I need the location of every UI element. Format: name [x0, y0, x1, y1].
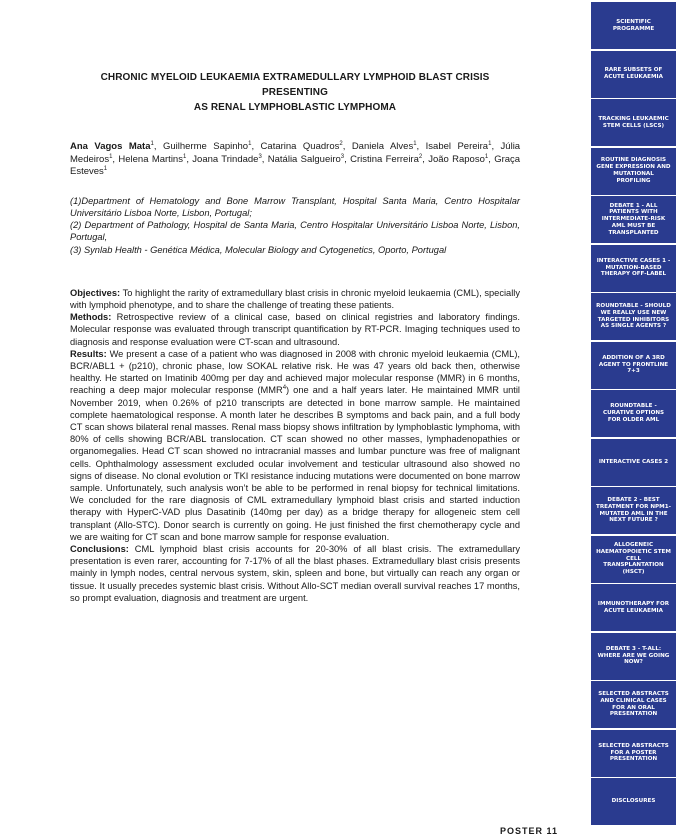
sidebar-item-9[interactable]: ROUNDTABLE - CURATIVE OPTIONS FOR OLDER AML: [591, 390, 676, 437]
sidebar-item-15[interactable]: SELECTED ABSTRACTS AND CLINICAL CASES FOR AN ORAL PRESENTATION: [591, 681, 676, 728]
author-affiliation-number: 1: [109, 153, 113, 160]
abstract-body: [70, 287, 520, 604]
sidebar-nav: [591, 0, 676, 832]
author: [428, 154, 488, 165]
author-affiliation-number: 1: [182, 153, 187, 160]
objectives-text: To highlight the rarity of extramedullary blast crisis in chronic myeloid leukaemia (CML), specially with lymphoid phenotype, and to share the challenge of treating these patients.: [70, 287, 520, 310]
author: [350, 154, 422, 165]
methods-heading: Methods:: [70, 312, 112, 323]
sidebar-item-8[interactable]: ADDITION OF A 3RD AGENT TO FRONTLINE 7+3: [591, 342, 676, 389]
author-affiliation-number: 2: [418, 153, 423, 160]
author-name: João Raposo: [428, 153, 485, 165]
author-name: Joana Trindade: [192, 153, 259, 165]
author-name: Catarina Quadros: [260, 141, 340, 152]
author-name: Daniela Alves: [351, 141, 414, 152]
sidebar-item-12[interactable]: ALLOGENEIC HAEMATOPOIETIC STEM CELL TRANSPLANTATION (HSCT): [591, 536, 676, 583]
methods-paragraph: [70, 311, 520, 348]
author-affiliation-number: 3: [340, 153, 345, 160]
abstract-document: [70, 0, 520, 604]
affiliations: [70, 195, 520, 256]
sidebar-item-16[interactable]: SELECTED ABSTRACTS FOR A POSTER PRESENTATION: [591, 730, 676, 777]
author-affiliation-number: 2: [339, 140, 343, 147]
title-line-1: CHRONIC MYELOID LEUKAEMIA EXTRAMEDULLARY LYMPHOID BLAST CRISIS PRESENTING: [100, 72, 490, 98]
affiliation-2: (2) Department of Pathology, Hospital de Santa Maria, Centro Hospitalar Universitário Lisboa Norte, Lisbon, Portugal,: [70, 220, 520, 243]
sidebar-item-1[interactable]: SCIENTIFIC PROGRAMME: [591, 2, 676, 49]
author-name: Helena Martins: [118, 153, 183, 165]
objectives-heading: Objectives:: [70, 287, 121, 298]
author: [70, 141, 154, 152]
conclusions-heading: Conclusions:: [70, 544, 129, 555]
sidebar-item-14[interactable]: DEBATE 3 - T-ALL: WHERE ARE WE GOING NOW?: [591, 633, 676, 680]
author: [426, 141, 492, 152]
author: [261, 141, 343, 152]
sidebar-item-17[interactable]: DISCLOSURES: [591, 778, 676, 825]
conclusions-text: CML lymphoid blast crisis accounts for 20-30% of all blast crisis. The extramedullary presentation is even rarer, accounting for 7-17% of all the blast phases. Extramedullary blast crisis presents mainly in lymph nodes, central nervous system, skin, spleen and bone, but virtually can reach any organ or tissue. It usually precedes systemic blast crisis. Without Allo-SCT median overall survival reaches 17 months, so prompt evaluation, diagnosis and treatment are urgent.: [70, 544, 520, 603]
author-name: Guilherme Sapinho: [162, 141, 249, 152]
author-name: Isabel Pereira: [425, 141, 489, 152]
affiliation-3: (3) Synlab Health - Genética Médica, Molecular Biology and Cytogenetics, Oporto, Portugal: [70, 244, 447, 255]
results-text-a: We present a case of a patient who was diagnosed in 2008 with chronic myeloid leukaemia (CML), BCR/ABL1 + (p210), chronic phase, low SOKAL relative risk. He was 47 years old back then, otherwise healthy. He started on Imatinib 400mg per day and achieved major molecular response (MMR) in 6 months, reaching a deep major molecular response (MMR: [70, 348, 520, 396]
sidebar-item-3[interactable]: TRACKING LEUKAEMIC STEM CELLS (LSCS): [591, 99, 676, 146]
conclusions-paragraph: [70, 543, 520, 604]
author-name: Graça Esteves: [70, 153, 521, 178]
author: [268, 154, 344, 165]
results-superscript: 4: [282, 385, 287, 392]
results-paragraph: [70, 348, 520, 543]
author: [352, 141, 417, 152]
author-affiliation-number: 3: [258, 153, 262, 160]
author-affiliation-number: 1: [150, 140, 154, 147]
abstract-title: [70, 70, 520, 115]
sidebar-item-4[interactable]: ROUTINE DIAGNOSIS GENE EXPRESSION AND MUTATIONAL PROFILING: [591, 148, 676, 195]
author-affiliation-number: 1: [488, 140, 492, 147]
author-name: Natália Salgueiro: [267, 153, 341, 165]
author-name: Ana Vagos Mata: [70, 141, 151, 152]
sidebar-item-10[interactable]: INTERACTIVE CASES 2: [591, 439, 676, 486]
sidebar-item-2[interactable]: RARE SUBSETS OF ACUTE LEUKAEMIA: [591, 51, 676, 98]
sidebar-item-7[interactable]: ROUNDTABLE - SHOULD WE REALLY USE NEW TARGETED INHIBITORS AS SINGLE AGENTS ?: [591, 293, 676, 340]
author-affiliation-number: 1: [413, 140, 417, 147]
results-text-b: ) one and a half years later. He maintained MMR until November 2019, when 0.26% of p210 transcripts are detected in bone marrow sample. He maintained complete haematological response. A month later he describes B symptoms and back pain, and a full body CT scan shows bilateral renal masses. Renal mass biopsy shows infiltration by lymphoblastic lymphoma, with 80% of cells showing BCR/ABL translocation. CT scan showed no other masses, lymphadenopathies or organomegalies. Head CT scan showed no intracranial masses and lumbar puncture was free of malignant cells. Ophthalmology assessment excluded ocular involvement and testicular ultrasound also showed no signs of disease. No clonal evolution or TKI resistance inducing mutations were documented on bone marrow sample. Unfortunately, such analysis won’t be able to be performed in renal biopsy for technical limitations. We concluded for the rare diagnosis of CML extramedullary lymphoid blast crisis and started induction therapy with HyperC-VAD plus Dasatinib (140mg per day) as a bridge therapy for allogeneic stem cell transplant (Allo-STC). Donor search is currently on going. He just finished the first chemotherapy cycle and we are waiting for CT scan and bone marrow sample for response evaluation.: [70, 385, 520, 542]
sidebar-item-6[interactable]: INTERACTIVE CASES 1 - MUTATION-BASED THERAPY OFF-LABEL: [591, 245, 676, 292]
author: [192, 154, 262, 165]
methods-text: Retrospective review of a clinical case, based on clinical registries and laboratory findings. Molecular response was evaluated through transcript quantification by RT-PCR. Imaging techniques used to diagnosis and response evaluation were CT-scan and ultrasound.: [70, 312, 520, 347]
author-affiliation-number: 1: [103, 166, 108, 173]
objectives-paragraph: [70, 287, 520, 311]
author-name: Júlia Medeiros: [70, 141, 521, 165]
author-affiliation-number: 1: [484, 153, 489, 160]
author-affiliation-number: 1: [248, 140, 252, 147]
poster-number: POSTER 11: [500, 826, 559, 836]
author: [118, 154, 186, 165]
affiliation-1: (1)Department of Hematology and Bone Marrow Transplant, Hospital Santa Maria, Centro Hospitalar Universitário Lisboa Norte, Lisbon, Portugal;: [70, 195, 520, 218]
author: [163, 141, 251, 152]
sidebar-item-5[interactable]: DEBATE 1 - ALL PATIENTS WITH INTERMEDIATE-RISK AML MUST BE TRANSPLANTED: [591, 196, 676, 243]
author-name: Cristina Ferreira: [350, 153, 419, 165]
sidebar-item-13[interactable]: IMMUNOTHERAPY FOR ACUTE LEUKAEMIA: [591, 584, 676, 631]
sidebar-item-11[interactable]: DEBATE 2 - BEST TREATMENT FOR NPM1-MUTATED AML IN THE NEXT FUTURE ?: [591, 487, 676, 534]
results-heading: Results:: [70, 348, 107, 359]
title-line-2: AS RENAL LYMPHOBLASTIC LYMPHOMA: [193, 102, 397, 113]
author-list: Ana Vagos Mata$^1$, Guilherme Sapinho$^1$, Catarina Quadros$^2$, Daniela Alves$^1$, Isabel Pereira$^1$, Júlia Medeiros$^1$, Helena Martins$^1$, Joana Trindade$^3$, Natália Salgueiro$^3$, Cristina Ferreira$^2$, João Raposo$^1$, Graça Esteves$^1$: [70, 140, 521, 178]
